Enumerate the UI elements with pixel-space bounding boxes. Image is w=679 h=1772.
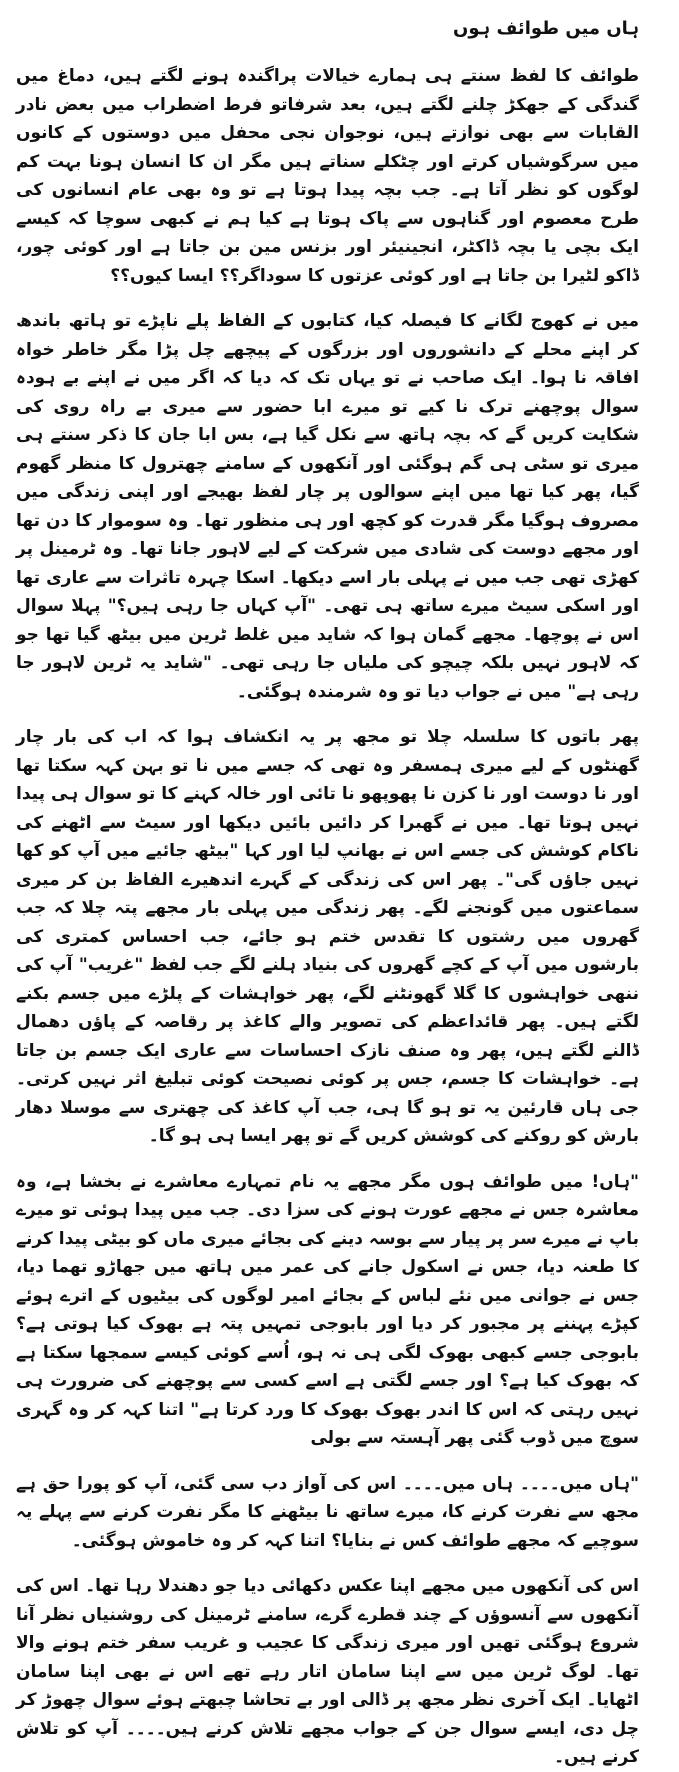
article-paragraph: طوائف کا لفظ سنتے ہی ہمارے خیالات پراگندہ ہونے لگتے ہیں، دماغ میں گندگی کے جھکڑ چلنے لگتے ہیں، بعد شرفاتو فرط اضطراب میں بعض نادر القابات سے بھی نوازتے ہیں، نوجوان نجی محفل میں دوستوں کے کانوں میں سرگوشیاں کرتے اور چٹکلے سناتے ہیں مگر ان کا انسان ہونا بہت کم لوگوں کو نظر آتا ہے۔ جب بچہ پیدا ہوتا ہے تو وہ بھی عام انسانوں کی طرح معصوم اور گناہوں سے پاک ہوتا ہے کیا ہم نے کبھی سوچا کہ کیسے ایک بچی یا بچہ ڈاکٹر، انجینیئر اور بزنس مین بن جاتا ہے اور کوئی چور، ڈاکو لٹیرا بن جاتا ہے اور کوئی عزتوں کا سوداگر؟؟ ایسا کیوں؟؟: [16, 66, 639, 286]
article-title: ہاں میں طوائف ہوں: [453, 18, 639, 39]
article-paragraph: پھر باتوں کا سلسلہ چلا تو مجھ پر یہ انکشاف ہوا کہ اب کی بار چار گھنٹوں کے لیے میری ہمسفر وہ تھی کہ جسے میں نا تو بہن کہہ سکتا تھا اور نا دوست اور نا کزن نا پھوپھو نا تائی اور خالہ کہنے کا تو سوال ہی پیدا نہیں ہوتا تھا۔ میں نے گھبرا کر دائیں بائیں دیکھا اور سیٹ سے اٹھنے کی ناکام کوشش کی جسے اس نے بھانپ لیا اور کہا "بیٹھ جائیے میں آپ کو کھا نہیں جاؤں گی"۔ پھر اس کی زندگی کے گہرے اندھیرے الفاظ بن کر میری سماعتوں میں گونجنے لگے۔ پھر زندگی میں پہلی بار مجھے پتہ چلا کہ جب گھروں میں رشتوں کا تقدس ختم ہو جائے، جب احساس کمتری کی بارشوں میں آپ کے کچے گھروں کی بنیاد ہلنے لگے جب لفظ "غریب" آپ کی ننھی خواہشوں کا گلا گھونٹنے لگے، پھر خواہشات کے پلڑے میں جسم بکنے لگتے ہیں۔ پھر قائداعظم کی تصویر والے کاغذ پر رقاصہ کے پاؤں دھمال ڈالنے لگتے ہیں، پھر وہ صنف نازک احساسات سے عاری ایک جسم بن جاتا ہے۔ خواہشات کا جسم، جس پر کوئی نصیحت کوئی تبلیغ اثر نہیں کرتی۔ جی ہاں قارئین یہ تو ہو گا ہی، جب آپ کاغذ کی چھتری سے موسلا دھار بارش کو روکنے کی کوشش کریں گے تو پھر ایسا ہی ہو گا۔: [16, 727, 639, 1146]
article-paragraph: "ہاں میں۔۔۔۔ ہاں میں۔۔۔۔ اس کی آواز دب سی گئی، آپ کو پورا حق ہے مجھ سے نفرت کرنے کا، میرے ساتھ نا بیٹھنے کا مگر نفرت کرنے سے پہلے یہ سوچیے کہ مجھے طوائف کس نے بنایا؟ اتنا کہہ کر وہ خاموش ہوگئی۔: [16, 1473, 639, 1551]
article-paragraph: میں نے کھوج لگانے کا فیصلہ کیا، کتابوں کے الفاظ پلے ناپڑے تو ہاتھ باندھ کر اپنے محلے کے دانشوروں اور بزرگوں کے پیچھے چل پڑا مگر خاطر خواہ افاقہ نا ہوا۔ ایک صاحب نے تو یہاں تک کہ دیا کہ اگر میں نے اپنے بے ہودہ سوال پوچھنے ترک نا کیے تو میرے ابا حضور سے میری بے راہ روی کی شکایت کریں گے کہ بچہ ہاتھ سے نکل گیا ہے، بس ابا جان کا ذکر سنتے ہی میری تو سٹی ہی گم ہوگئی اور آنکھوں کے سامنے چھترول کا منظر گھوم گیا، پھر کیا تھا میں اپنے سوالوں پر چار لفظ بھیجے اور اپنی زندگی میں مصروف ہوگیا مگر قدرت کو کچھ اور ہی منظور تھا۔ وہ سوموار کا دن تھا اور مجھے دوست کی شادی میں شرکت کے لیے لاہور جانا تھا۔ وہ ٹرمینل پر کھڑی تھی جب میں نے پہلی بار اسے دیکھا۔ اسکا چہرہ تاثرات سے عاری تھا اور اسکی سیٹ میرے ساتھ ہی تھی۔ "آپ کہاں جا رہی ہیں؟" پہلا سوال اس نے پوچھا۔ مجھے گمان ہوا کہ شاید میں غلط ٹرین میں بیٹھ گیا تھا جو کہ لاہور نہیں بلکہ چیچو کی ملیاں جا رہی تھی۔ "شاید یہ ٹرین لاہور جا رہی ہے" میں نے جواب دیا تو وہ شرمندہ ہوگئی۔: [16, 311, 639, 702]
article-paragraph: "ہاں! میں طوائف ہوں مگر مجھے یہ نام تمہارے معاشرے نے بخشا ہے، وہ معاشرہ جس نے مجھے عورت ہونے کی سزا دی۔ جب میں پیدا ہوئی تو میرے باپ نے میرے سر پر پیار سے بوسہ دینے کی بجائے میری ماں کو بیٹی پیدا کرنے کا طعنہ دیا، جس نے اسکول جانے کی عمر میں ہاتھ میں جھاڑو تھما دیا، جس نے جوانی میں نئے لباس کے بجائے امیر لوگوں کی بیٹیوں کے اترے ہوئے کپڑے پہننے پر مجبور کر دیا اور بابوجی تمہیں پتہ ہے بھوک کیا ہوتی ہے؟ بابوجی جسے کبھی بھوک لگی ہی نہ ہو، اُسے کوئی کیسے سمجھا سکتا ہے کہ بھوک کیا ہے؟ اور جسے لگتی ہے اسے کسی سے پوچھنے کی ضرورت ہی نہیں رہتی کہ اس کا اندر بھوک بھوک کا ورد کرتا ہے" اتنا کہہ کر وہ گہری سوچ میں ڈوب گئی پھر آہستہ سے بولی: [16, 1171, 639, 1448]
article-paragraph: اس کی آنکھوں میں مجھے اپنا عکس دکھائی دیا جو دھندلا رہا تھا۔ اس کی آنکھوں سے آنسوؤں کے چند قطرے گرے، سامنے ٹرمینل کی روشنیاں نظر آنا شروع ہوگئی تھیں اور میری زندگی کا عجیب و غریب سفر ختم ہونے والا تھا۔ لوگ ٹرین میں سے اپنا سامان اتار رہے تھے اس نے بھی اپنا سامان اٹھایا۔ ایک آخری نظر مجھ پر ڈالی اور بے تحاشا چبھتے ہوئے سوال چھوڑ کر چل دی، ایسے سوال جن کے جواب مجھے تلاش کرنے ہیں۔۔۔۔ آپ کو تلاش کرنے ہیں۔: [16, 1576, 639, 1767]
